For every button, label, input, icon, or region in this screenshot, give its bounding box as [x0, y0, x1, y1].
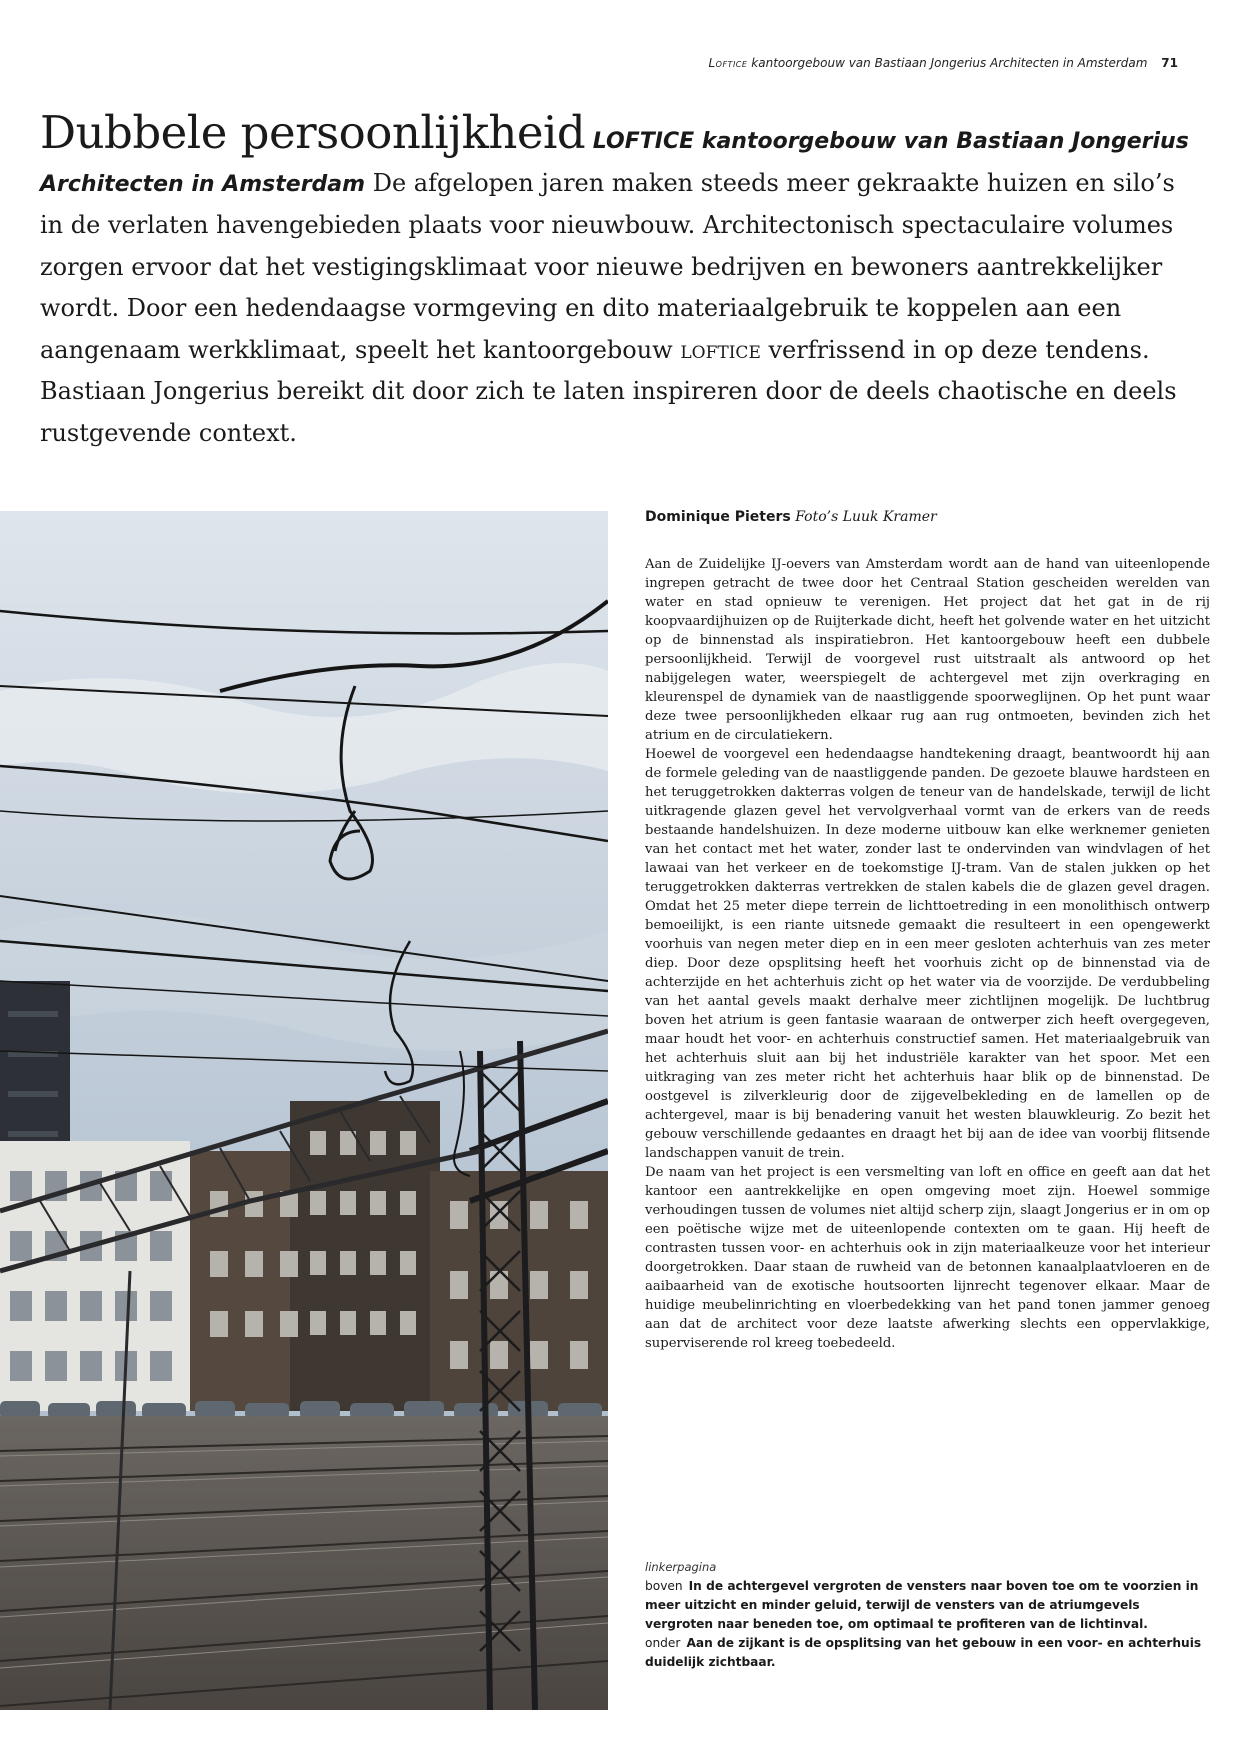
- caption-lead: onder: [645, 1636, 681, 1650]
- intro-body-2: verfrissend in op deze tendens. Bastiaan Jongerius bereikt dit door zich te laten inspireren door de deels chaotische en deels rustgevende context.: [40, 335, 1177, 447]
- caption-item: [645, 1577, 1210, 1634]
- intro-body-brand: loftice: [680, 335, 761, 364]
- subtitle-rest: kantoorgebouw van Bastiaan Jongerius Architecten in Amsterdam: [40, 129, 1189, 197]
- caption-item: [645, 1634, 1210, 1672]
- caption-lead: boven: [645, 1579, 683, 1593]
- article-title: Dubbele persoonlijkheid: [40, 106, 586, 159]
- byline: [645, 509, 1205, 525]
- caption-text: Aan de zijkant is de opsplitsing van het gebouw in een voor- en achterhuis duidelijk zichtbaar.: [645, 1636, 1202, 1669]
- railway-photo: [0, 511, 608, 1710]
- intro-block: [40, 106, 1200, 454]
- captions-heading: linkerpagina: [645, 1560, 717, 1574]
- railway-overhead-lines-image: [0, 511, 608, 1710]
- running-head-brand: Loftice: [708, 56, 748, 70]
- byline-photos: Foto’s Luuk Kramer: [795, 509, 937, 525]
- byline-author: Dominique Pieters: [645, 509, 791, 525]
- article-paragraph: De naam van het project is een versmelting van loft en office en geeft aan dat het kantoor een aantrekkelijke en open omgeving moet zijn. Hoewel sommige verhoudingen tussen de volumes niet altijd scherp zijn, slaagt Jongerius er in om op een poëtische wijze met de uiteenlopende contexten om te gaan. Hij heeft de contrasten tussen voor- en achterhuis ook in zijn materiaalkeuze voor het interieur doorgetrokken. Daar staan de ruwheid van de betonnen kanaalplaatvloeren en de aaibaarheid van de exotische houtsoorten lijnrecht tegenover elkaar. Maar de huidige meubelinrichting en vloerbedekking van het pand tonen jammer genoeg aan dat de architect voor deze laatste afwerking slechts een oppervlakkige, superviserende rol kreeg toebedeeld.: [645, 1165, 1210, 1351]
- article-paragraph: Aan de Zuidelijke IJ-oevers van Amsterdam wordt aan de hand van uiteenlopende ingrepen getracht de twee door het Centraal Station gescheiden werelden van water en stad opnieuw te verenigen. Het project dat het gat in de rij koopvaardijhuizen op de Ruijterkade dicht, heeft het golvende water en het uitzicht op de binnenstad als inspiratiebron. Het kantoorgebouw heeft een dubbele persoonlijkheid. Terwijl de voorgevel rust uitstraalt als antwoord op het nabijgelegen water, weerspiegelt de achtergevel met zijn overkraging en kleurenspel de dynamiek van de naastliggende spoorweglijnen. Op het punt waar deze twee persoonlijkheden elkaar rug aan rug ontmoeten, bevinden zich het atrium en de circulatiekern.: [645, 557, 1210, 743]
- subtitle-brand: LOFTICE: [592, 129, 695, 154]
- running-head-text: kantoorgebouw van Bastiaan Jongerius Architecten in Amsterdam: [751, 56, 1148, 70]
- article-body: [645, 555, 1210, 1353]
- photo-captions: [645, 1558, 1210, 1672]
- intro-body-1: De afgelopen jaren maken steeds meer gekraakte huizen en silo’s in de verlaten havengebieden plaats voor nieuwbouw. Architectonisch spectaculaire volumes zorgen ervoor dat het vestigingsklimaat voor nieuwe bedrijven en bewoners aantrekkelijker wordt. Door een hedendaagse vormgeving en dito materiaalgebruik te koppelen aan een aangenaam werkklimaat, speelt het kantoorgebouw: [40, 168, 1175, 364]
- page-number: 71: [1161, 56, 1178, 70]
- article-paragraph: Hoewel de voorgevel een hedendaagse handtekening draagt, beantwoordt hij aan de formele geleding van de naastliggende panden. De gezoete blauwe hardsteen en het teruggetrokken dakterras volgen de teneur van de handelskade, terwijl de licht uitkragende glazen gevel het vervolgverhaal vormt van de erkers van de reeds bestaande handelshuizen. In deze moderne uitbouw kan elke werknemer genieten van het contact met het water, zonder last te ondervinden van windvlagen of het lawaai van het verkeer en de toekomstige IJ-tram. Van de stalen jukken op het teruggetrokken dakterras vertrekken de stalen kabels die de glazen gevel dragen. Omdat het 25 meter diepe terrein de lichttoetreding in een monolithisch ontwerp bemoeilijkt, is een riante uitsnede gemaakt die resulteert in een opengewerkt voorhuis van negen meter diep en in een meer gesloten achterhuis van zes meter diep. Door deze opsplitsing heeft het voorhuis zicht op de binnenstad via de achterzijde en het achterhuis zicht op het water via de voorzijde. De verdubbeling van het aantal gevels maakt derhalve meer zichtlijnen mogelijk. De luchtbrug boven het atrium is geen fantasie waaraan de ontwerper zich heeft overgegeven, maar houdt het voor- en achterhuis constructief samen. Het materiaalgebruik van het achterhuis sluit aan bij het industriële karakter van het spoor. Met een uitkraging van zes meter richt het achterhuis haar blik op de binnenstad. De oostgevel is zilverkleurig door de zijgevelbekleding en de lamellen op de achtergevel, maar is bij benadering vanuit het westen blauwkleurig. Zo bezit het gebouw verschillende gedaantes en draagt het bij aan de idee van voorbij flitsende landschappen vanuit de trein.: [645, 747, 1210, 1161]
- caption-text: In de achtergevel vergroten de vensters naar boven toe om te voorzien in meer uitzicht en minder geluid, terwijl de vensters van de atriumgevels vergroten naar beneden toe, om optimaal te profiteren van de lichtinval.: [645, 1579, 1199, 1631]
- running-head: [478, 56, 1178, 70]
